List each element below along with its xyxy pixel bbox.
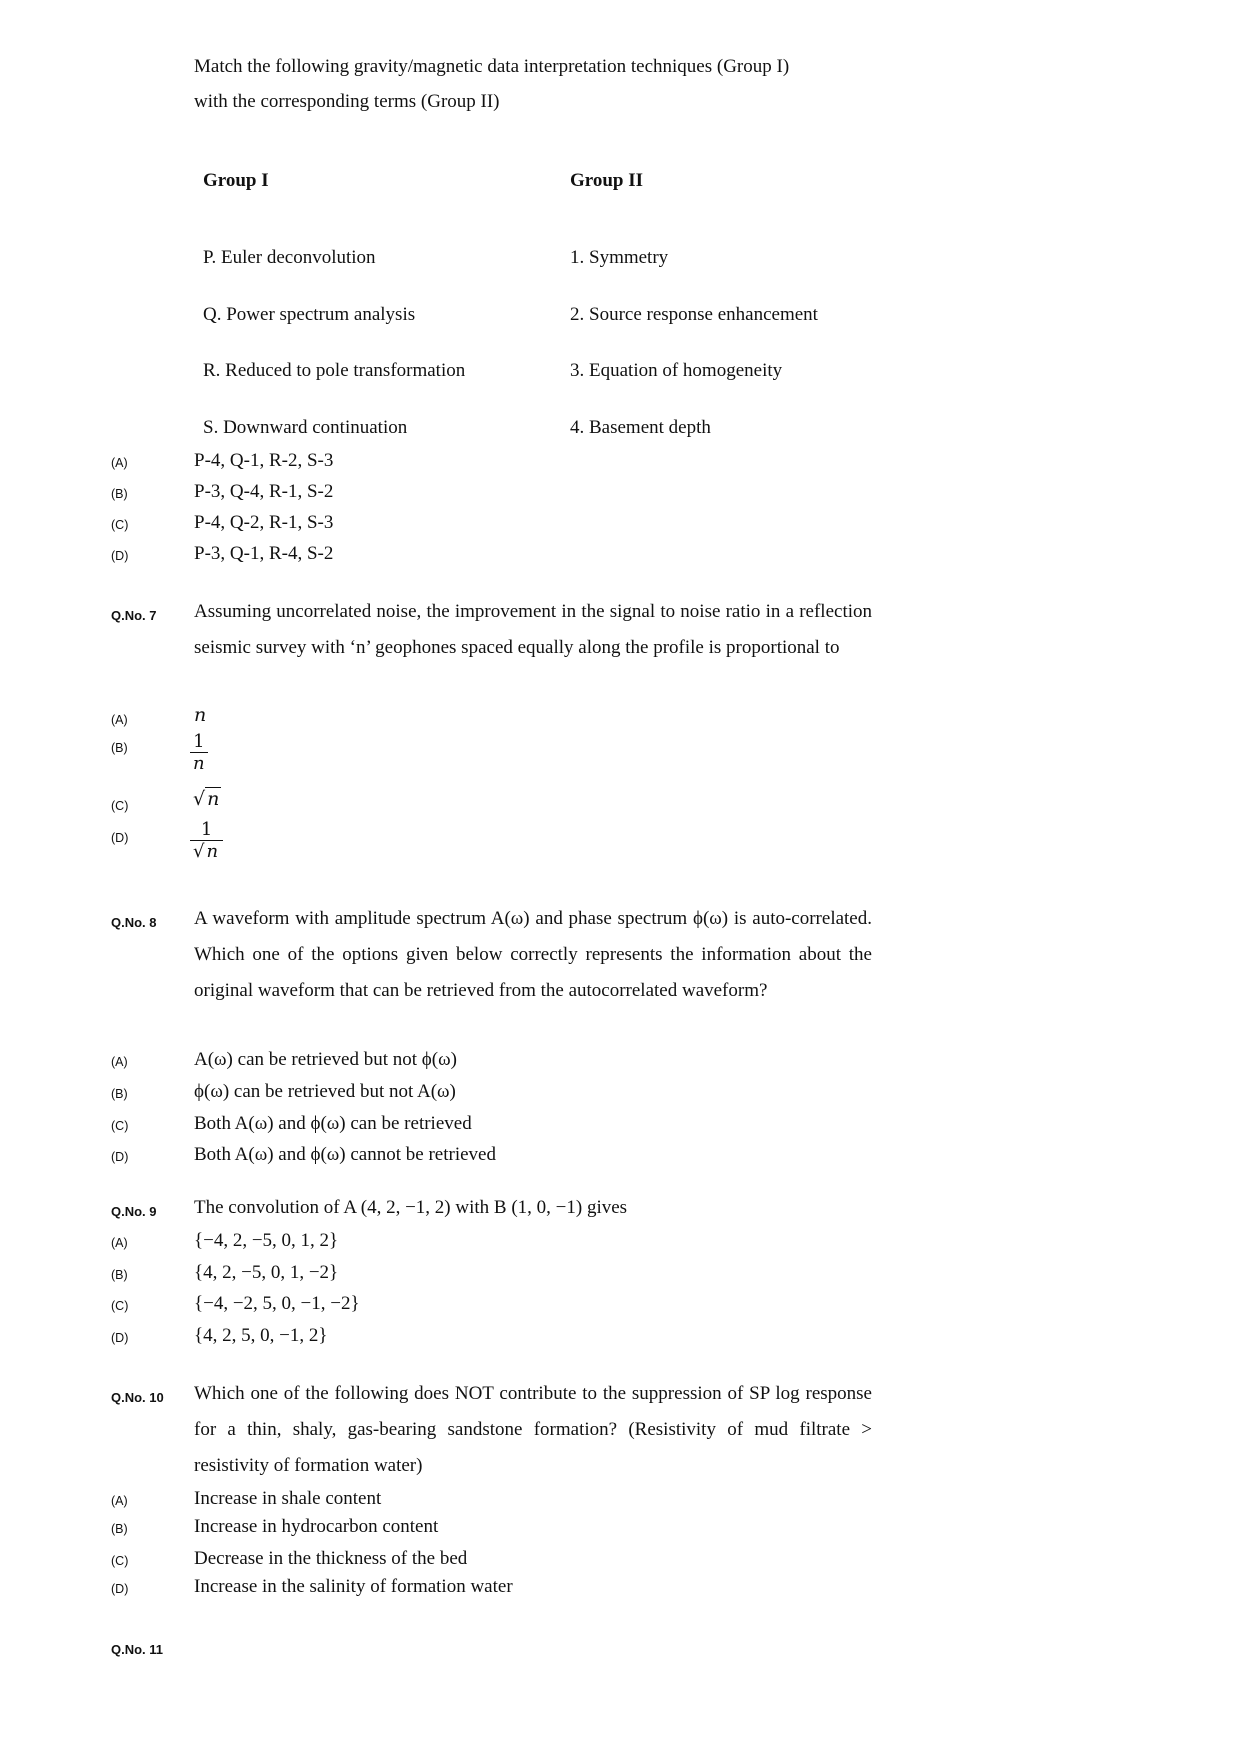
q6-option-b-label: (B) bbox=[111, 487, 128, 501]
group2-header: Group II bbox=[570, 170, 644, 191]
q9-option-b-label: (B) bbox=[111, 1268, 128, 1282]
group1-item-q: Q. Power spectrum analysis bbox=[203, 304, 416, 325]
q6-option-b-text: P-3, Q-4, R-1, S-2 bbox=[194, 481, 334, 502]
q10-option-b-label: (B) bbox=[111, 1522, 128, 1536]
q9-option-c-label: (C) bbox=[111, 1299, 129, 1313]
q6-option-d-label: (D) bbox=[111, 549, 129, 563]
q8-option-b-text: ϕ(ω) can be retrieved but not A(ω) bbox=[194, 1081, 456, 1102]
q11-number: Q.No. 11 bbox=[111, 1642, 164, 1657]
q7-option-b-label: (B) bbox=[111, 741, 128, 755]
q10-option-d-label: (D) bbox=[111, 1582, 129, 1596]
q7-option-a-label: (A) bbox=[111, 713, 128, 727]
q7-number: Q.No. 7 bbox=[111, 608, 157, 623]
q7-stem: Assuming uncorrelated noise, the improvement in the signal to noise ratio in a reflection seismic survey with ‘n’ geophones spaced equally along the profile is proportional to bbox=[194, 601, 872, 658]
fraction-denominator: n bbox=[193, 753, 205, 774]
q9-stem: The convolution of A (4, 2, −1, 2) with B (1, 0, −1) gives bbox=[194, 1197, 628, 1218]
q8-number: Q.No. 8 bbox=[111, 915, 157, 930]
sqrt-symbol: √ bbox=[193, 841, 205, 862]
q6-option-a-text: P-4, Q-1, R-2, S-3 bbox=[194, 450, 334, 471]
sqrt-radicand: n bbox=[207, 788, 220, 810]
q9-option-d-text: {4, 2, 5, 0, −1, 2} bbox=[194, 1325, 328, 1346]
q8-stem: A waveform with amplitude spectrum A(ω) and phase spectrum ϕ(ω) is auto-correlated. Which one of the options given below correctly represents the information about the original waveform that can be retrieved from the autocorrelated waveform? bbox=[194, 908, 872, 1001]
q7-option-b-fraction bbox=[190, 731, 208, 774]
sqrt-radicand: n bbox=[206, 841, 219, 862]
group1-header: Group I bbox=[203, 170, 269, 191]
q6-option-c-text: P-4, Q-2, R-1, S-3 bbox=[194, 512, 334, 533]
q7-option-c-sqrt bbox=[193, 788, 221, 810]
group1-item-p: P. Euler deconvolution bbox=[203, 247, 376, 268]
q10-number: Q.No. 10 bbox=[111, 1390, 164, 1405]
q10-option-b-text: Increase in hydrocarbon content bbox=[194, 1516, 439, 1537]
q6-option-d-text: P-3, Q-1, R-4, S-2 bbox=[194, 543, 334, 564]
q8-option-c-label: (C) bbox=[111, 1119, 129, 1133]
group2-item-2: 2. Source response enhancement bbox=[570, 304, 818, 325]
q10-option-c-label: (C) bbox=[111, 1554, 129, 1568]
q6-stem-line1: Match the following gravity/magnetic data interpretation techniques (Group I) bbox=[194, 56, 790, 77]
group2-item-3: 3. Equation of homogeneity bbox=[570, 360, 783, 381]
q10-option-c-text: Decrease in the thickness of the bed bbox=[194, 1548, 468, 1569]
fraction-numerator: 1 bbox=[193, 731, 205, 752]
q10-stem: Which one of the following does NOT contribute to the suppression of SP log response for a thin, shaly, gas-bearing sandstone formation? (Resistivity of mud filtrate > resistivity of formation water) bbox=[194, 1383, 872, 1476]
q10-option-d-text: Increase in the salinity of formation water bbox=[194, 1576, 513, 1597]
q8-option-b-label: (B) bbox=[111, 1087, 128, 1101]
group2-item-1: 1. Symmetry bbox=[570, 247, 669, 268]
q9-number: Q.No. 9 bbox=[111, 1204, 157, 1219]
fraction-numerator: 1 bbox=[200, 819, 213, 840]
group2-item-4: 4. Basement depth bbox=[570, 417, 711, 438]
fraction-denominator bbox=[190, 841, 223, 862]
q7-option-d-fraction bbox=[190, 819, 223, 862]
q7-option-a-value: n bbox=[194, 704, 207, 726]
q9-option-a-text: {−4, 2, −5, 0, 1, 2} bbox=[194, 1230, 339, 1251]
group1-item-r: R. Reduced to pole transformation bbox=[203, 360, 466, 381]
q9-option-c-text: {−4, −2, 5, 0, −1, −2} bbox=[194, 1293, 360, 1314]
q9-option-b-text: {4, 2, −5, 0, 1, −2} bbox=[194, 1262, 339, 1283]
sqrt-symbol: √ bbox=[193, 788, 206, 810]
q10-option-a-label: (A) bbox=[111, 1494, 128, 1508]
group1-item-s: S. Downward continuation bbox=[203, 417, 408, 438]
q10-option-a-text: Increase in shale content bbox=[194, 1488, 382, 1509]
q8-option-c-text: Both A(ω) and ϕ(ω) can be retrieved bbox=[194, 1113, 472, 1134]
q9-option-a-label: (A) bbox=[111, 1236, 128, 1250]
q7-option-c-label: (C) bbox=[111, 799, 129, 813]
q6-option-c-label: (C) bbox=[111, 518, 129, 532]
q8-option-d-label: (D) bbox=[111, 1150, 129, 1164]
q8-option-d-text: Both A(ω) and ϕ(ω) cannot be retrieved bbox=[194, 1144, 496, 1165]
q8-option-a-label: (A) bbox=[111, 1055, 128, 1069]
q6-option-a-label: (A) bbox=[111, 456, 128, 470]
q7-option-d-label: (D) bbox=[111, 831, 129, 845]
q8-option-a-text: A(ω) can be retrieved but not ϕ(ω) bbox=[194, 1049, 457, 1070]
q9-option-d-label: (D) bbox=[111, 1331, 129, 1345]
q6-stem-line2: with the corresponding terms (Group II) bbox=[194, 91, 500, 112]
